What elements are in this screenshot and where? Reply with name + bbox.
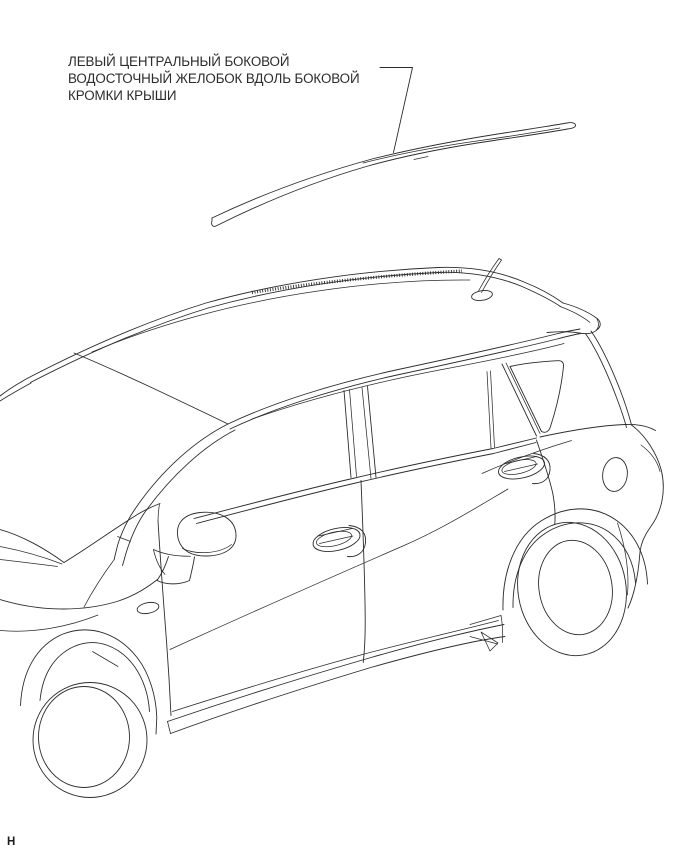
rear-tire bbox=[507, 514, 637, 665]
b-pillar bbox=[344, 387, 376, 479]
quarter-window bbox=[502, 361, 564, 436]
rear-spoiler bbox=[547, 303, 600, 334]
roof-and-rails bbox=[0, 267, 581, 429]
page-marker: H bbox=[7, 836, 16, 848]
rear-rim bbox=[531, 534, 619, 640]
character-crease bbox=[170, 489, 508, 650]
doors-and-sill bbox=[158, 440, 555, 734]
a-pillar bbox=[114, 424, 235, 566]
turn-signal-lamp bbox=[136, 601, 160, 616]
belt-line bbox=[194, 438, 537, 524]
c-pillar-and-hatch-edge bbox=[586, 331, 632, 428]
hood-and-cowl bbox=[0, 504, 160, 567]
fuel-filler-cap bbox=[601, 456, 630, 493]
roof-drip-moulding-part bbox=[212, 123, 576, 227]
antenna bbox=[471, 259, 502, 302]
callout-line-1: ЛЕВЫЙ ЦЕНТРАЛЬНЫЙ БОКОВОЙ bbox=[68, 54, 290, 69]
rear-wheel bbox=[470, 509, 648, 664]
leader-line bbox=[380, 68, 413, 153]
car-line-drawing bbox=[0, 259, 663, 798]
rear-body bbox=[482, 424, 663, 608]
front-rim bbox=[39, 687, 130, 788]
side-mirror bbox=[154, 512, 237, 584]
front-door-handle bbox=[311, 523, 366, 556]
rear-door-window-bar bbox=[487, 371, 495, 448]
callout-line-2: ВОДОСТОЧНЫЙ ЖЕЛОБОК ВДОЛЬ БОКОВОЙ bbox=[68, 71, 360, 86]
front-tire bbox=[33, 683, 147, 798]
callout-line-3: КРОМКИ КРЫШИ bbox=[68, 88, 177, 103]
front-fender-and-wheel bbox=[0, 561, 160, 798]
